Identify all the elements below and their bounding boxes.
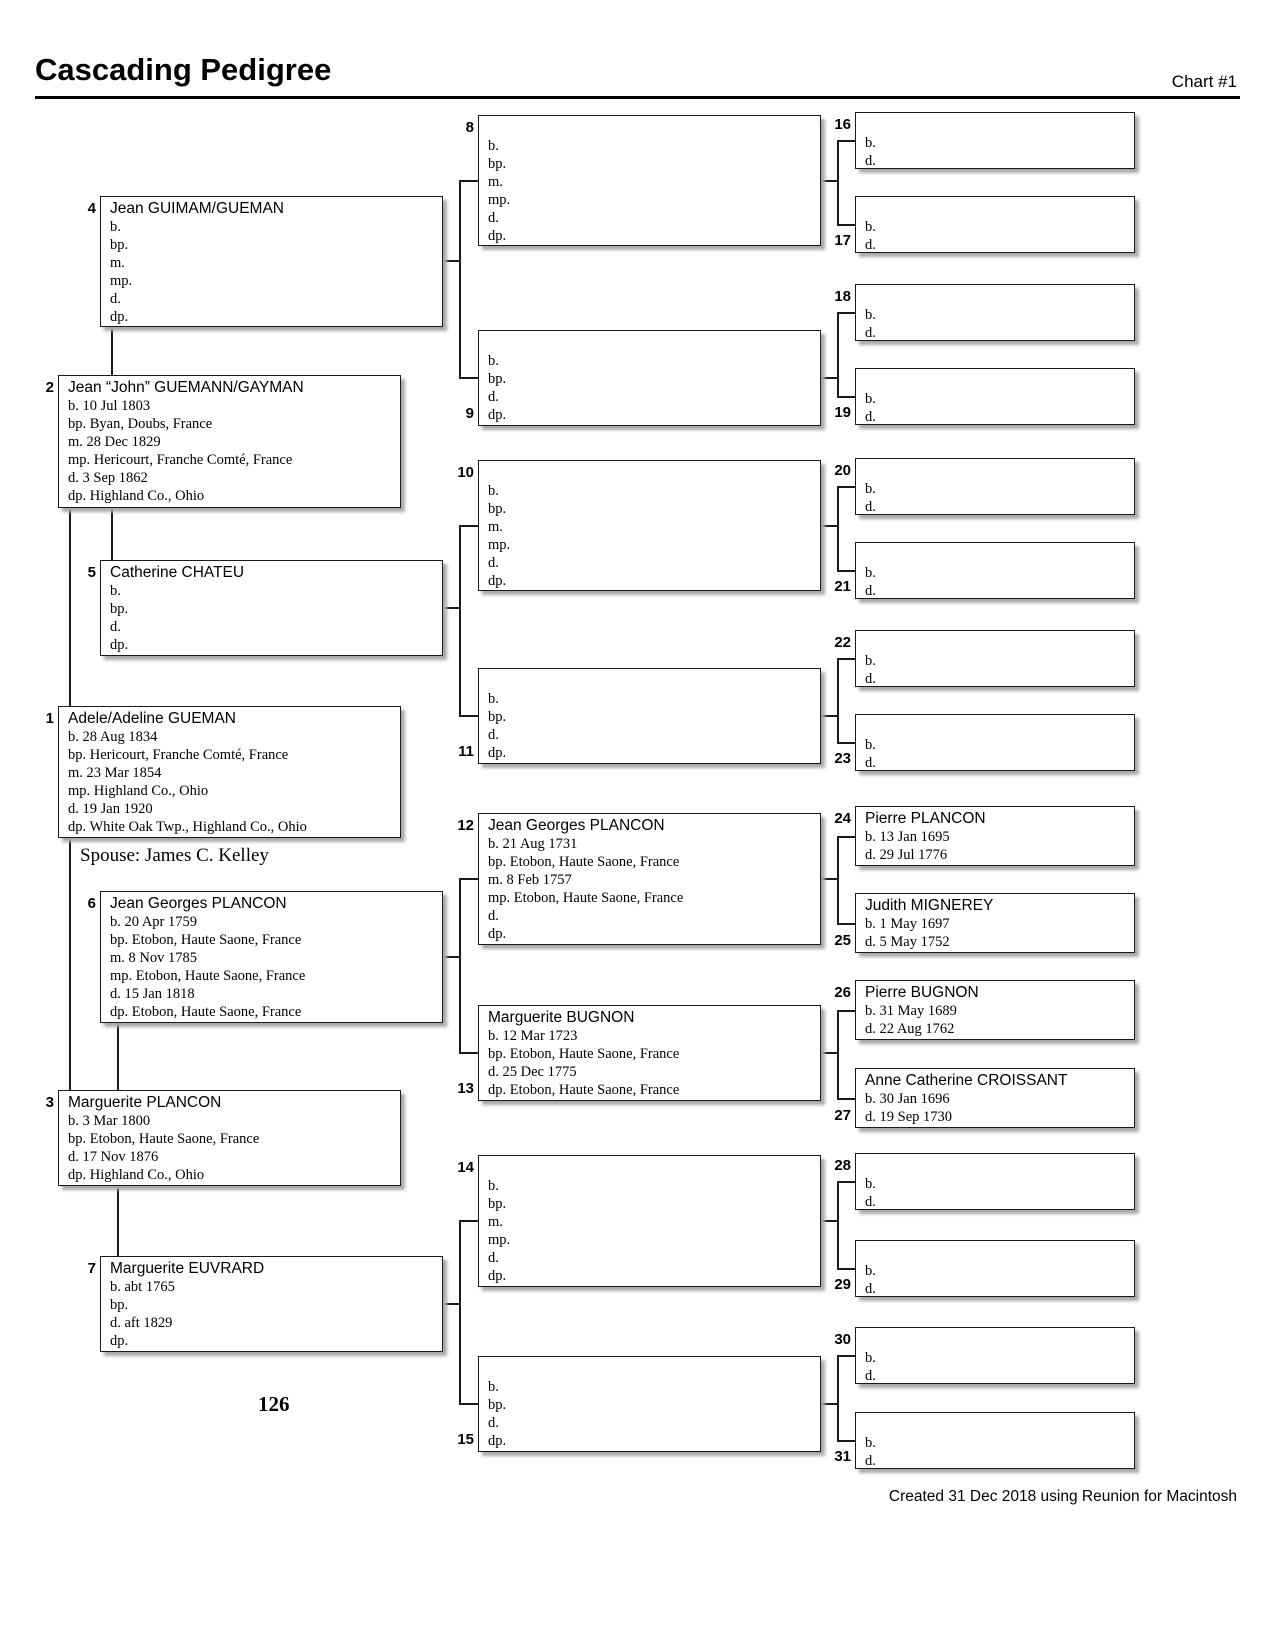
person-number: 11 <box>458 743 474 760</box>
event-line: mp. Highland Co., Ohio <box>68 783 209 799</box>
person-name <box>865 288 1130 306</box>
event-line: d. aft 1829 <box>110 1315 173 1331</box>
event-line: bp. Hericourt, Franche Comté, France <box>68 747 289 763</box>
event-line: dp. Etobon, Haute Saone, France <box>488 1082 680 1098</box>
connector-line <box>837 486 839 572</box>
event-line: d. <box>488 727 499 743</box>
event-line: dp. Etobon, Haute Saone, France <box>110 1004 302 1020</box>
event-line: b. 30 Jan 1696 <box>865 1091 950 1107</box>
connector-line <box>838 486 855 488</box>
event-line: d. 22 Aug 1762 <box>865 1021 955 1037</box>
person-box-24 <box>834 806 1135 866</box>
person-name: Jean Georges PLANCON <box>110 895 287 912</box>
event-line: b. <box>488 138 499 154</box>
connector-line <box>821 878 838 880</box>
person-box-29 <box>834 1240 1135 1297</box>
connector-line <box>821 180 838 182</box>
person-number: 14 <box>457 1159 474 1176</box>
person-box-11 <box>458 668 821 764</box>
person-name <box>488 334 816 352</box>
person-box-3 <box>45 1090 401 1186</box>
person-box-4 <box>87 196 443 327</box>
person-box-10 <box>457 460 821 591</box>
event-line: mp. <box>488 192 511 208</box>
connector-line <box>460 180 478 182</box>
event-line: d. <box>865 1194 876 1210</box>
event-line: mp. Etobon, Haute Saone, France <box>488 890 684 906</box>
person-box-26 <box>834 980 1135 1040</box>
person-name: Marguerite BUGNON <box>488 1009 635 1026</box>
event-line: d. <box>488 908 499 924</box>
person-box-15 <box>457 1356 821 1452</box>
event-line: dp. <box>110 637 129 653</box>
connector-line <box>838 312 855 314</box>
person-name <box>865 718 1130 736</box>
person-number: 21 <box>834 578 851 595</box>
person-name <box>488 1159 816 1177</box>
connector-line <box>838 923 855 925</box>
event-line: b. 3 Mar 1800 <box>68 1113 151 1129</box>
event-line: mp. <box>488 1232 511 1248</box>
connector-line <box>838 1181 855 1183</box>
person-number: 13 <box>457 1080 474 1097</box>
connector-line <box>460 525 478 527</box>
connector-line <box>821 715 838 717</box>
person-number: 9 <box>465 405 474 422</box>
event-line: dp. <box>110 309 129 325</box>
event-line: b. <box>865 653 876 669</box>
event-line: bp. <box>488 709 507 725</box>
person-box-7 <box>87 1256 443 1352</box>
person-name <box>865 1157 1130 1175</box>
event-line: dp. Highland Co., Ohio <box>68 1167 205 1183</box>
event-line: bp. <box>488 156 507 172</box>
event-line: d. <box>488 1250 499 1266</box>
person-name: Anne Catherine CROISSANT <box>865 1072 1068 1089</box>
event-line: bp. <box>488 1397 507 1413</box>
event-line: mp. Hericourt, Franche Comté, France <box>68 452 293 468</box>
event-line: b. <box>865 1263 876 1279</box>
event-line: b. 13 Jan 1695 <box>865 829 950 845</box>
person-name <box>488 1360 816 1378</box>
person-number: 8 <box>465 119 474 136</box>
person-name: Jean Georges PLANCON <box>488 817 665 834</box>
connector-line <box>460 1403 478 1405</box>
person-box-9 <box>465 330 821 426</box>
connector-line <box>117 1186 119 1256</box>
connector-line <box>837 836 839 925</box>
person-name: Marguerite EUVRARD <box>110 1260 265 1277</box>
connector-line <box>69 508 71 706</box>
person-box-5 <box>87 560 443 656</box>
person-number: 31 <box>834 1448 851 1465</box>
connector-line <box>69 838 71 1090</box>
connector-line <box>460 1052 478 1054</box>
event-line: b. 12 Mar 1723 <box>488 1028 578 1044</box>
connector-line <box>459 1220 461 1405</box>
person-number: 18 <box>834 288 851 305</box>
person-number: 7 <box>87 1260 96 1277</box>
event-line: d. 15 Jan 1818 <box>110 986 195 1002</box>
person-box-12 <box>457 813 821 945</box>
event-line: dp. <box>488 926 507 942</box>
event-line: m. 8 Nov 1785 <box>110 950 197 966</box>
person-number: 17 <box>834 232 851 249</box>
person-box-22 <box>834 630 1135 687</box>
person-box-2 <box>45 375 401 508</box>
person-box-16 <box>834 112 1135 169</box>
event-line: d. <box>865 1453 876 1469</box>
connector-line <box>443 260 460 262</box>
event-line: b. <box>488 483 499 499</box>
person-number: 2 <box>45 379 54 396</box>
event-line: dp. White Oak Twp., Highland Co., Ohio <box>68 819 307 835</box>
person-name <box>488 464 816 482</box>
person-number: 30 <box>834 1331 851 1348</box>
person-number: 15 <box>457 1431 474 1448</box>
connector-line <box>838 1268 855 1270</box>
person-name: Jean “John” GUEMANN/GAYMAN <box>68 379 304 396</box>
event-line: b. <box>488 353 499 369</box>
person-number: 3 <box>45 1094 54 1111</box>
person-number: 16 <box>834 116 851 133</box>
person-box-1 <box>45 706 401 838</box>
event-line: d. 17 Nov 1876 <box>68 1149 159 1165</box>
event-line: m. <box>488 1214 503 1230</box>
person-name: Marguerite PLANCON <box>68 1094 222 1111</box>
event-line: b. <box>865 219 876 235</box>
person-number: 1 <box>45 710 54 727</box>
connector-line <box>821 377 838 379</box>
event-line: m. <box>488 519 503 535</box>
event-line: d. <box>865 325 876 341</box>
event-line: d. 25 Dec 1775 <box>488 1064 577 1080</box>
person-number: 28 <box>834 1157 851 1174</box>
person-name <box>865 634 1130 652</box>
person-name <box>488 672 816 690</box>
creation-note: Created 31 Dec 2018 using Reunion for Macintosh <box>888 1488 1237 1505</box>
event-line: b. <box>865 737 876 753</box>
event-line: b. <box>865 565 876 581</box>
person-name <box>488 119 816 137</box>
connector-line <box>443 1303 460 1305</box>
connector-line <box>459 525 461 717</box>
event-line: b. <box>110 219 121 235</box>
connector-line <box>838 1010 855 1012</box>
event-line: bp. <box>488 371 507 387</box>
connector-line <box>838 140 855 142</box>
person-box-27 <box>834 1068 1135 1128</box>
event-line: bp. Etobon, Haute Saone, France <box>488 854 680 870</box>
person-name <box>865 546 1130 564</box>
person-box-25 <box>834 893 1135 953</box>
event-line: mp. <box>488 537 511 553</box>
connector-line <box>838 570 855 572</box>
event-line: d. <box>865 583 876 599</box>
person-number: 25 <box>834 932 851 949</box>
event-line: m. <box>110 255 125 271</box>
event-line: dp. <box>488 1433 507 1449</box>
event-line: d. 29 Jul 1776 <box>865 847 948 863</box>
event-line: d. <box>865 153 876 169</box>
event-line: bp. Etobon, Haute Saone, France <box>488 1046 680 1062</box>
person-number: 22 <box>834 634 851 651</box>
event-line: b. 10 Jul 1803 <box>68 398 151 414</box>
event-line: d. 19 Sep 1730 <box>865 1109 952 1125</box>
person-name: Catherine CHATEU <box>110 564 245 581</box>
connector-line <box>460 878 478 880</box>
connector-line <box>838 1440 855 1442</box>
event-line: m. 23 Mar 1854 <box>68 765 162 781</box>
connector-line <box>821 1052 838 1054</box>
person-name <box>865 116 1130 134</box>
connector-line <box>838 1098 855 1100</box>
connector-line <box>111 327 113 375</box>
event-line: m. <box>488 174 503 190</box>
person-number: 20 <box>834 462 851 479</box>
event-line: bp. <box>110 237 129 253</box>
person-number: 23 <box>834 750 851 767</box>
event-line: mp. Etobon, Haute Saone, France <box>110 968 306 984</box>
person-number: 6 <box>87 895 96 912</box>
person-number: 12 <box>457 817 474 834</box>
event-line: d. <box>865 755 876 771</box>
person-number: 26 <box>834 984 851 1001</box>
chart-number-label: Chart #1 <box>1171 72 1237 91</box>
event-line: d. <box>488 555 499 571</box>
event-line: b. 31 May 1689 <box>865 1003 957 1019</box>
person-name <box>865 1331 1130 1349</box>
event-line: b. <box>488 1379 499 1395</box>
person-number: 19 <box>834 404 851 421</box>
person-name <box>865 1416 1130 1434</box>
person-box-23 <box>834 714 1135 771</box>
event-line: b. <box>865 391 876 407</box>
event-line: mp. <box>110 273 133 289</box>
event-line: dp. <box>488 228 507 244</box>
connector-line <box>443 607 460 609</box>
event-line: bp. Byan, Doubs, France <box>68 416 213 432</box>
spouse-note: Spouse: James C. Kelley <box>80 845 269 866</box>
connector-line <box>838 396 855 398</box>
connector-line <box>821 525 838 527</box>
person-box-30 <box>834 1327 1135 1384</box>
connector-line <box>838 224 855 226</box>
event-line: bp. <box>488 1196 507 1212</box>
event-line: b. <box>865 307 876 323</box>
event-line: b. <box>488 1178 499 1194</box>
person-box-18 <box>834 284 1135 341</box>
person-number: 29 <box>834 1276 851 1293</box>
connector-line <box>460 1220 478 1222</box>
connector-line <box>838 658 855 660</box>
event-line: b. 20 Apr 1759 <box>110 914 197 930</box>
connector-line <box>837 658 839 744</box>
connector-line <box>459 878 461 1054</box>
event-line: dp. <box>488 573 507 589</box>
event-line: b. <box>865 1350 876 1366</box>
person-name: Pierre BUGNON <box>865 984 979 1001</box>
person-box-14 <box>457 1155 821 1287</box>
person-number: 4 <box>87 200 96 217</box>
person-name: Jean GUIMAM/GUEMAN <box>110 200 284 217</box>
connector-line <box>838 836 855 838</box>
person-number: 24 <box>834 810 851 827</box>
person-box-31 <box>834 1412 1135 1469</box>
event-line: b. <box>865 1176 876 1192</box>
person-name <box>865 372 1130 390</box>
event-line: b. 1 May 1697 <box>865 916 950 932</box>
page-number: 126 <box>258 1392 290 1416</box>
event-line: bp. Etobon, Haute Saone, France <box>68 1131 260 1147</box>
person-box-28 <box>834 1153 1135 1210</box>
person-number: 10 <box>457 464 474 481</box>
connector-line <box>837 1355 839 1442</box>
person-box-17 <box>834 196 1135 253</box>
event-line: d. <box>110 619 121 635</box>
connector-line <box>117 1023 119 1090</box>
event-line: b. <box>865 481 876 497</box>
event-line: d. <box>488 210 499 226</box>
event-line: d. <box>865 409 876 425</box>
event-line: d. <box>865 237 876 253</box>
event-line: d. <box>865 671 876 687</box>
event-line: bp. Etobon, Haute Saone, France <box>110 932 302 948</box>
event-line: b. <box>865 135 876 151</box>
connector-line <box>837 1010 839 1100</box>
connector-line <box>111 508 113 560</box>
event-line: b. abt 1765 <box>110 1279 175 1295</box>
connector-line <box>443 956 460 958</box>
event-line: dp. <box>110 1333 129 1349</box>
event-line: m. 28 Dec 1829 <box>68 434 161 450</box>
event-line: d. 5 May 1752 <box>865 934 950 950</box>
person-box-19 <box>834 368 1135 425</box>
event-line: bp. <box>110 601 129 617</box>
event-line: b. 21 Aug 1731 <box>488 836 578 852</box>
connector-line <box>821 1403 838 1405</box>
event-line: bp. <box>110 1297 129 1313</box>
event-line: d. <box>865 1368 876 1384</box>
event-line: d. <box>488 1415 499 1431</box>
person-number: 5 <box>87 564 96 581</box>
event-line: d. <box>488 389 499 405</box>
event-line: b. <box>865 1435 876 1451</box>
event-line: d. 3 Sep 1862 <box>68 470 148 486</box>
person-number: 27 <box>834 1107 851 1124</box>
connector-line <box>460 715 478 717</box>
person-box-20 <box>834 458 1135 515</box>
connector-line <box>837 312 839 398</box>
connector-line <box>838 742 855 744</box>
connector-line <box>837 1181 839 1270</box>
connector-line <box>821 1220 838 1222</box>
person-box-13 <box>457 1005 821 1101</box>
event-line: b. <box>110 583 121 599</box>
event-line: b. <box>488 691 499 707</box>
connector-line <box>459 180 461 379</box>
event-line: b. 28 Aug 1834 <box>68 729 158 745</box>
event-line: dp. Highland Co., Ohio <box>68 488 205 504</box>
person-name <box>865 462 1130 480</box>
connector-line <box>837 140 839 226</box>
event-line: dp. <box>488 407 507 423</box>
event-line: d. <box>110 291 121 307</box>
person-name: Pierre PLANCON <box>865 810 986 827</box>
event-line: dp. <box>488 1268 507 1284</box>
person-name: Judith MIGNEREY <box>865 897 994 914</box>
event-line: dp. <box>488 745 507 761</box>
event-line: bp. <box>488 501 507 517</box>
event-line: m. 8 Feb 1757 <box>488 872 572 888</box>
person-box-21 <box>834 542 1135 599</box>
connector-line <box>838 1355 855 1357</box>
page-title: Cascading Pedigree <box>35 52 332 87</box>
person-box-8 <box>465 115 821 246</box>
person-name <box>865 200 1130 218</box>
event-line: d. 19 Jan 1920 <box>68 801 153 817</box>
event-line: d. <box>865 1281 876 1297</box>
event-line: d. <box>865 499 876 515</box>
connector-line <box>460 377 478 379</box>
person-box-6 <box>87 891 443 1023</box>
person-name <box>865 1244 1130 1262</box>
person-name: Adele/Adeline GUEMAN <box>68 710 236 727</box>
